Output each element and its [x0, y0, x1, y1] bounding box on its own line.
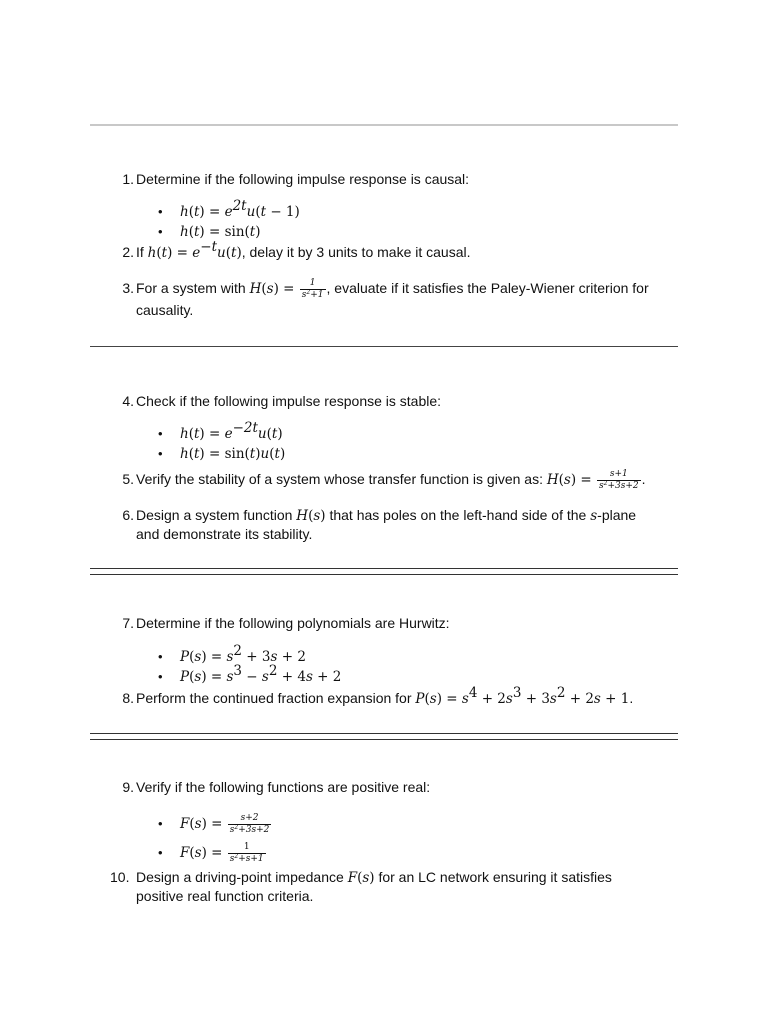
section-divider — [90, 733, 678, 740]
question-text: Design a system function H(s) that has poles on the left-hand side of the s-plane — [136, 507, 637, 524]
math-expression: $P(s) = s^2 + 3s + 2$ — [180, 643, 306, 665]
question-text: Verify if the following functions are positive real: — [136, 779, 431, 795]
question-number: 2. — [122, 244, 134, 260]
section-divider — [90, 346, 678, 348]
question-number: 1. — [122, 171, 134, 187]
section-divider — [90, 568, 678, 575]
bullet-icon: • — [158, 669, 163, 684]
math-expression: $h(t) = e^{-2t}u(t)$ — [180, 420, 283, 442]
math-expression: h(t) = sin(t) — [180, 224, 261, 240]
top-divider — [90, 124, 678, 126]
question-text: For a system with H(s) = $\frac{1}{s^2+1}$ , evaluate if it satisfies the Paley-Wiener criterion for — [136, 278, 649, 300]
question-text: Check if the following impulse response is stable: — [136, 393, 442, 409]
question-text: Verify the stability of a system whose transfer function is given as: H(s) = $\frac{s+1}{s^2+3s+2}$ . — [136, 469, 646, 491]
bullet-icon: • — [158, 446, 163, 461]
fraction: $\frac{s+2}{s^2+3s+2}$ — [229, 813, 270, 835]
question-number: 3. — [122, 280, 134, 296]
math-expression: F(s) = $\frac{s+2}{s^2+3s+2}$ — [180, 813, 270, 835]
question-text: causality. — [136, 302, 194, 318]
question-number: 4. — [122, 393, 134, 409]
bullet-icon: • — [158, 816, 163, 831]
question-text: Determine if the following polynomials are Hurwitz: — [136, 615, 450, 631]
question-text: and demonstrate its stability. — [136, 526, 313, 542]
question-number: 10. — [110, 869, 130, 885]
question-number: 8. — [122, 690, 134, 706]
bullet-icon: • — [158, 649, 163, 664]
question-number: 5. — [122, 471, 134, 487]
question-text: Determine if the following impulse response is causal: — [136, 171, 470, 187]
question-text: If $h(t) = e^{-t}u(t)$, delay it by 3 units to make it causal. — [136, 239, 471, 261]
math-expression: $P(s) = s^3 - s^2 + 4s + 2$ — [180, 663, 342, 685]
question-number: 9. — [122, 779, 134, 795]
question-text: positive real function criteria. — [136, 888, 314, 904]
bullet-icon: • — [158, 204, 163, 219]
bullet-icon: • — [158, 845, 163, 860]
math-expression: $h(t) = e^{2t}u(t - 1)$ — [180, 198, 300, 220]
question-number: 6. — [122, 507, 134, 523]
question-text: Perform the continued fraction expansion for $P(s) = s^4 + 2s^3 + 3s^2 + 2s + 1$. — [136, 685, 634, 707]
math-expression: F(s) = $\frac{1}{s^2+s+1}$ — [180, 842, 264, 864]
bullet-icon: • — [158, 426, 163, 441]
math-expression: h(t) = sin(t)u(t) — [180, 446, 286, 462]
bullet-icon: • — [158, 224, 163, 239]
fraction: $\frac{s+1}{s^2+3s+2}$ — [599, 469, 639, 491]
question-number: 7. — [122, 615, 134, 631]
fraction: $\frac{1}{s^2+1}$ — [301, 278, 324, 300]
question-text: Design a driving-point impedance F(s) for an LC network ensuring it satisfies — [136, 869, 612, 886]
fraction: $\frac{1}{s^2+s+1}$ — [229, 842, 264, 864]
